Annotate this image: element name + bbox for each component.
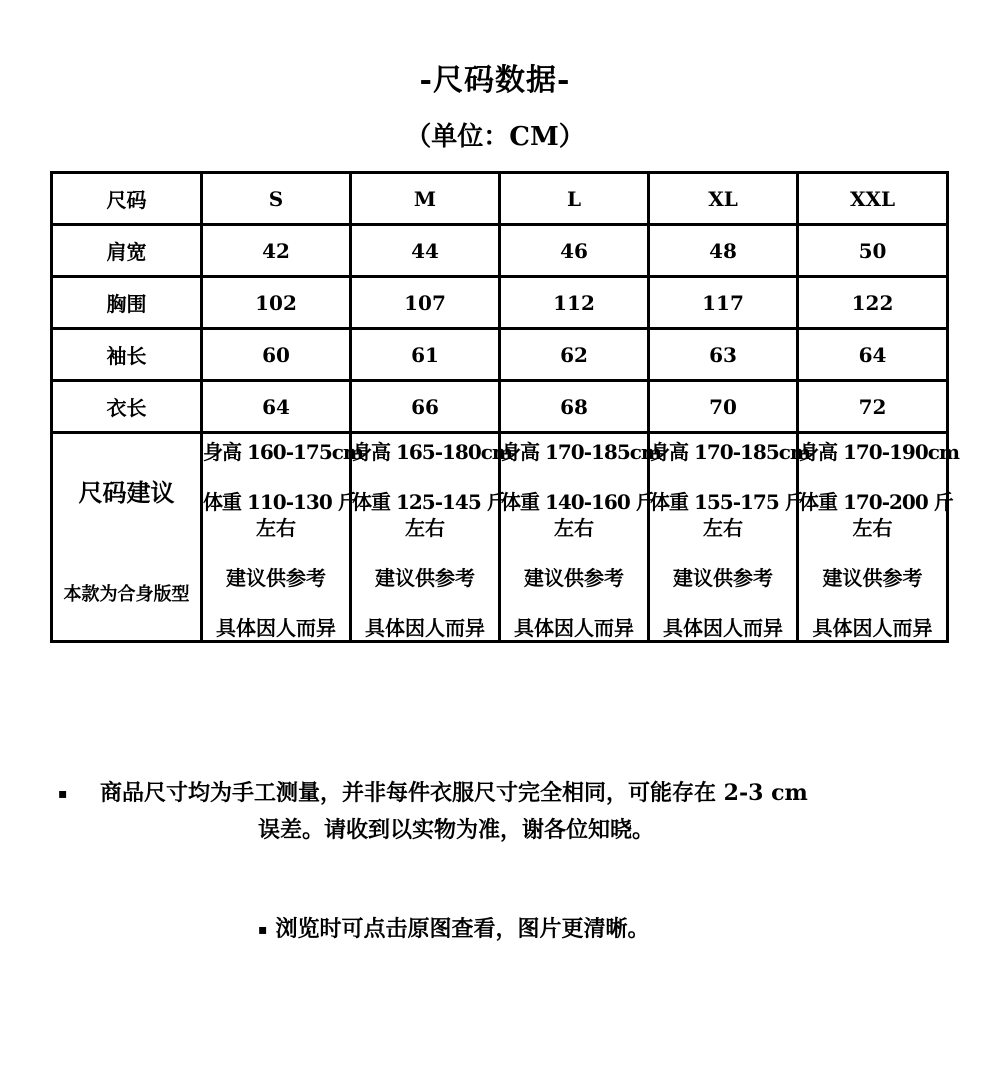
row-label-length: 衣长 xyxy=(52,381,202,433)
suggest-advice: 建议供参考 xyxy=(375,566,475,590)
suggest-cell-m xyxy=(351,433,513,642)
suggest-vary: 具体因人而异 xyxy=(216,616,336,640)
suggest-height: 身高 165-180cm xyxy=(352,440,513,464)
size-s: S xyxy=(202,173,351,225)
table-cell: 44 xyxy=(351,225,500,277)
suggest-advice: 建议供参考 xyxy=(524,566,624,590)
suggest-advice: 建议供参考 xyxy=(822,566,923,590)
table-cell: 72 xyxy=(798,381,948,433)
table-row xyxy=(52,381,948,433)
suggest-weight: 体重 110-130 斤 xyxy=(203,490,357,514)
size-table xyxy=(50,171,960,643)
suggest-weight: 体重 140-160 斤 xyxy=(501,490,655,514)
suggest-cell-l xyxy=(500,433,662,642)
suggest-weight-approx: 左右 xyxy=(405,516,445,540)
suggest-height: 身高 170-185cm xyxy=(650,440,811,464)
measurement-note xyxy=(58,775,938,848)
suggest-cell-xxl xyxy=(798,433,960,642)
suggest-height: 身高 170-190cm xyxy=(799,440,960,464)
size-xxl: XXL xyxy=(798,173,948,225)
header-label: 尺码 xyxy=(52,173,202,225)
table-cell: 50 xyxy=(798,225,948,277)
unit-subtitle: （单位：CM） xyxy=(405,122,585,152)
suggest-weight-approx: 左右 xyxy=(256,516,296,540)
table-cell: 64 xyxy=(798,329,948,381)
table-cell: 60 xyxy=(202,329,351,381)
table-cell: 63 xyxy=(649,329,798,381)
suggest-height: 身高 160-175cm xyxy=(203,440,364,464)
table-cell: 122 xyxy=(798,277,948,329)
suggest-label: 尺码建议 xyxy=(78,477,175,507)
view-tip-text: 浏览时可点击原图查看，图片更清晰。 xyxy=(275,916,650,942)
table-cell: 48 xyxy=(649,225,798,277)
suggest-weight: 体重 155-175 斤 xyxy=(650,490,804,514)
suggest-label-cell xyxy=(52,433,202,642)
table-cell: 42 xyxy=(202,225,351,277)
table-cell: 117 xyxy=(649,277,798,329)
table-cell: 62 xyxy=(500,329,649,381)
table-cell: 112 xyxy=(500,277,649,329)
table-cell: 64 xyxy=(202,381,351,433)
size-xl: XL xyxy=(649,173,798,225)
suggest-vary: 具体因人而异 xyxy=(365,616,485,640)
suggest-vary: 具体因人而异 xyxy=(812,616,933,640)
table-cell: 70 xyxy=(649,381,798,433)
table-row xyxy=(52,277,948,329)
row-label-sleeve: 袖长 xyxy=(52,329,202,381)
suggest-row xyxy=(52,433,948,642)
fit-note: 本款为合身版型 xyxy=(63,583,190,605)
suggest-weight-approx: 左右 xyxy=(703,516,743,540)
suggest-height: 身高 170-185cm xyxy=(501,440,662,464)
bullet-icon: ▪ xyxy=(258,922,268,938)
suggest-vary: 具体因人而异 xyxy=(514,616,634,640)
row-label-chest: 胸围 xyxy=(52,277,202,329)
suggest-advice: 建议供参考 xyxy=(226,566,326,590)
suggest-weight: 体重 170-200 斤 xyxy=(799,490,953,514)
size-l: L xyxy=(500,173,649,225)
suggest-vary: 具体因人而异 xyxy=(663,616,783,640)
table-cell: 102 xyxy=(202,277,351,329)
size-m: M xyxy=(351,173,500,225)
row-label-shoulder: 肩宽 xyxy=(52,225,202,277)
table-row xyxy=(52,329,948,381)
table-cell: 107 xyxy=(351,277,500,329)
suggest-cell-s xyxy=(202,433,364,642)
note-line-2: 误差。请收到以实物为准，谢各位知晓。 xyxy=(258,817,655,843)
bullet-icon: ▪ xyxy=(58,786,68,802)
suggest-weight: 体重 125-145 斤 xyxy=(352,490,506,514)
table-row xyxy=(52,225,948,277)
table-cell: 68 xyxy=(500,381,649,433)
suggest-advice: 建议供参考 xyxy=(673,566,773,590)
suggest-weight-approx: 左右 xyxy=(852,516,893,540)
note-line-1: 商品尺寸均为手工测量，并非每件衣服尺寸完全相同，可能存在 2-3 cm xyxy=(100,780,808,806)
table-cell: 66 xyxy=(351,381,500,433)
table-cell: 61 xyxy=(351,329,500,381)
page-title: -尺码数据- xyxy=(419,63,571,98)
suggest-cell-xl xyxy=(649,433,811,642)
suggest-weight-approx: 左右 xyxy=(554,516,594,540)
table-header-row xyxy=(52,173,948,225)
table-cell: 46 xyxy=(500,225,649,277)
view-tip-note xyxy=(258,911,958,948)
